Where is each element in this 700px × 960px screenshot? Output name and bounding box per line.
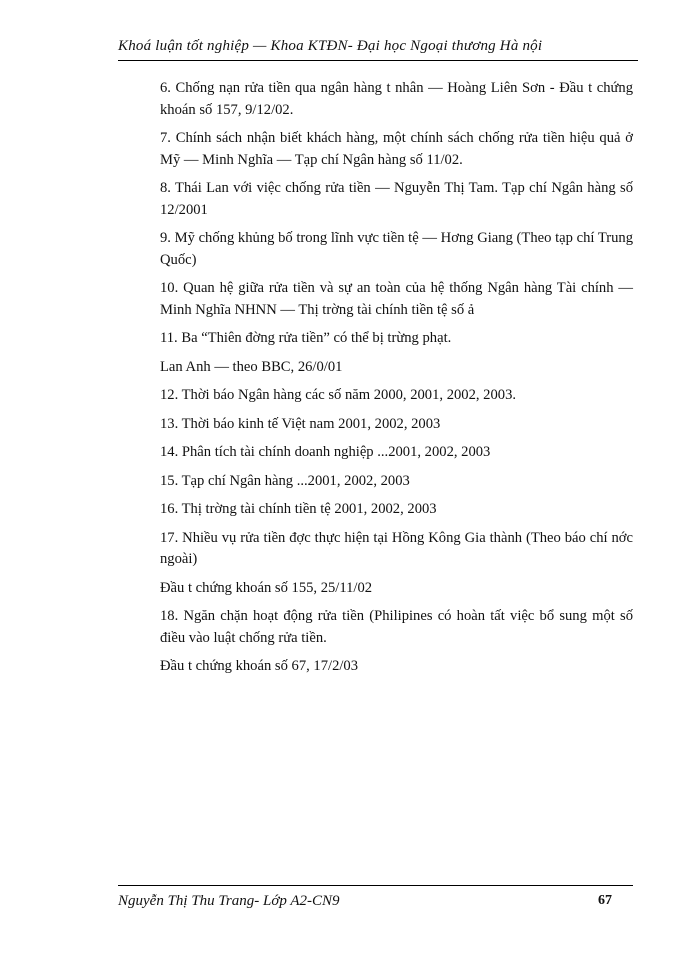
reference-item-17-source: Đầu t chứng khoán số 155, 25/11/02 [160, 579, 373, 596]
reference-item-12: 12. Thời báo Ngân hàng các số năm 2000, 2001, 2002, 2003. [160, 387, 517, 403]
reference-item-9: 9. Mỹ chống khủng bố trong lĩnh vực tiền tệ — Hơng Giang (Theo tạp chí Trung Quốc) [160, 230, 633, 268]
footer-author: Nguyễn Thị Thu Trang- Lớp A2-CN9 [118, 893, 340, 909]
page-number: 67 [598, 893, 612, 908]
footer-divider [118, 885, 633, 886]
reference-item-6: 6. Chống nạn rửa tiền qua ngân hàng t nhân — Hoàng Liên Sơn - Đầu t chứng khoán số 157, 9/12/02. [160, 80, 633, 118]
reference-item-8: 8. Thái Lan với việc chống rửa tiền — Nguyễn Thị Tam. Tạp chí Ngân hàng số 12/2001 [160, 180, 633, 218]
reference-item-18: 18. Ngăn chặn hoạt động rửa tiền (Philipines có hoàn tất việc bổ sung một số điều vào luật chống rửa tiền. [160, 608, 633, 646]
reference-item-11: 11. Ba “Thiên đờng rửa tiền” có thể bị trừng phạt. [160, 330, 452, 346]
header-divider [118, 60, 638, 61]
reference-list [160, 78, 633, 685]
reference-item-16: 16. Thị trờng tài chính tiền tệ 2001, 2002, 2003 [160, 501, 437, 517]
reference-item-15: 15. Tạp chí Ngân hàng ...2001, 2002, 2003 [160, 472, 410, 489]
reference-item-18-source: Đầu t chứng khoán số 67, 17/2/03 [160, 658, 359, 674]
page-header-title: Khoá luận tốt nghiệp — Khoa KTĐN- Đại học Ngoại thương Hà nội [118, 38, 543, 54]
reference-item-10: 10. Quan hệ giữa rửa tiền và sự an toàn của hệ thống Ngân hàng Tài chính — Minh Nghĩa NHNN — Thị trờng tài chính tiền tệ số ả [160, 280, 633, 318]
reference-item-17: 17. Nhiều vụ rửa tiền đợc thực hiện tại Hồng Kông Gia thành (Theo báo chí nớc ngoài) [160, 529, 633, 567]
reference-item-11-source: Lan Anh — theo BBC, 26/0/01 [160, 358, 343, 375]
reference-item-7: 7. Chính sách nhận biết khách hàng, một chính sách chống rửa tiền hiệu quả ở Mỹ — Minh Nghĩa — Tạp chí Ngân hàng số 11/02. [160, 130, 633, 168]
reference-item-13: 13. Thời báo kinh tế Việt nam 2001, 2002, 2003 [160, 415, 441, 432]
reference-item-14: 14. Phân tích tài chính doanh nghiệp ...2001, 2002, 2003 [160, 444, 491, 460]
